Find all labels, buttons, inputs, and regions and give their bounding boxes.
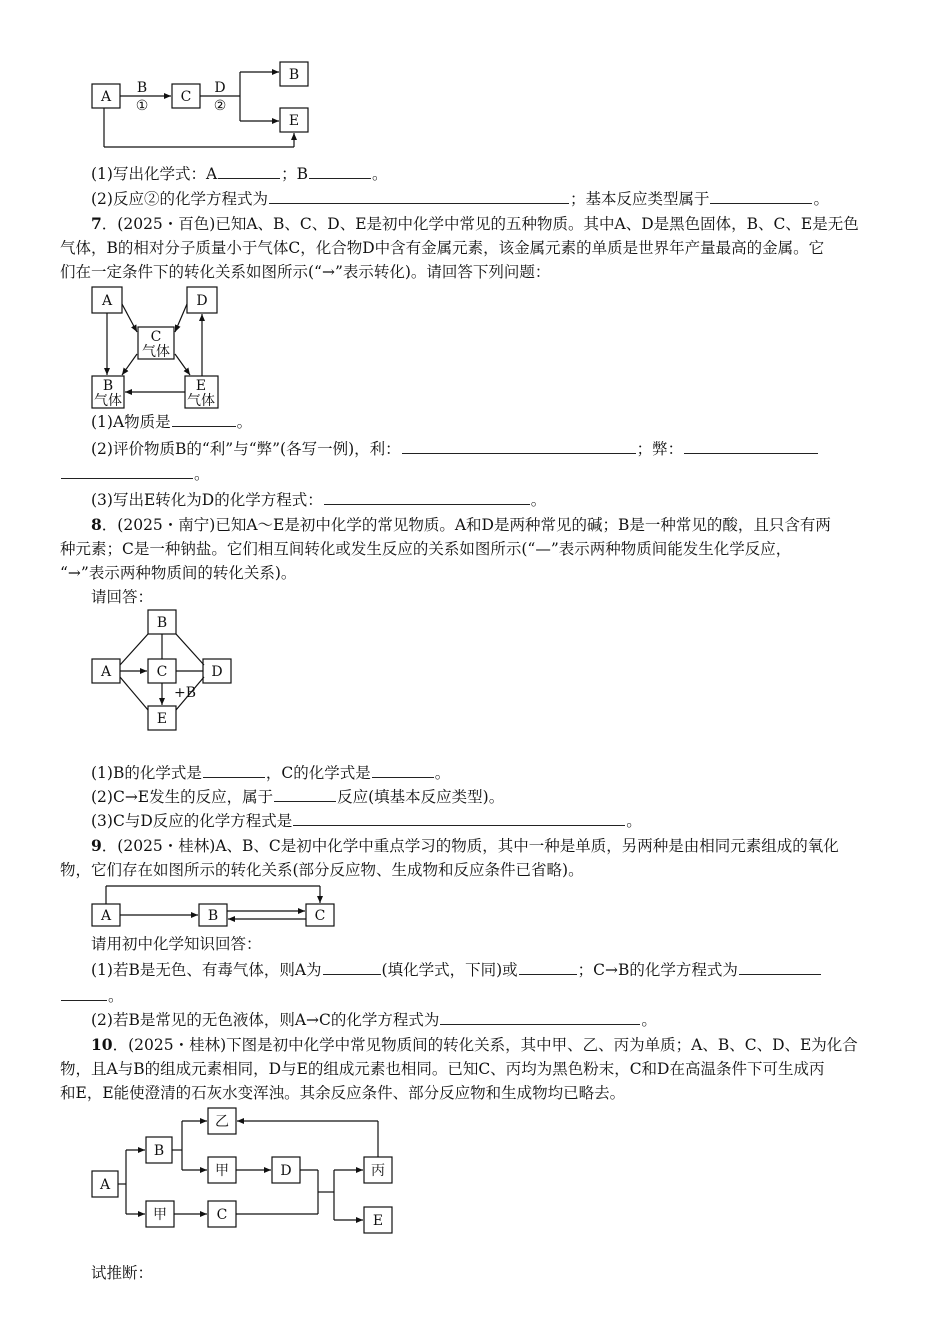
q8-stem-line1 <box>91 514 831 536</box>
q7-node-e-gas: 气体 <box>187 393 215 409</box>
q9-p2-prefix: (2)若B是常见的无色液体，则A→C的化学方程式为 <box>91 1011 440 1029</box>
blank[interactable] <box>293 811 625 826</box>
q10-node-c: C <box>216 1207 228 1223</box>
q7-number: 7 <box>91 214 102 233</box>
q7-stem-line3: 们在一定条件下的转化关系如图所示(“→”表示转化)。请回答下列问题： <box>60 263 551 281</box>
q8-p2-end: 反应(填基本反应类型)。 <box>337 788 505 806</box>
q7-p3-prefix: (3)写出E转化为D的化学方程式： <box>91 491 323 509</box>
q9-p1-end: 。 <box>108 987 124 1005</box>
q6-label-b: B <box>136 80 148 96</box>
q7-p2-mid: ；弊： <box>636 440 684 458</box>
q7-node-b: B <box>102 378 114 394</box>
q9-number: 9 <box>91 836 102 855</box>
blank[interactable] <box>269 189 569 204</box>
q8-node-b: B <box>156 615 168 631</box>
q6-part1 <box>91 163 388 185</box>
q9-stem-line2: 物，它们存在如图所示的转化关系(部分反应物、生成物和反应条件已省略)。 <box>60 861 584 879</box>
blank[interactable] <box>684 439 818 454</box>
q9-p1-prefix: (1)若B是无色、有毒气体，则A为 <box>91 961 322 979</box>
q6-node-b: B <box>288 67 300 83</box>
q7-node-c: C <box>150 329 162 345</box>
q8-part3 <box>91 810 642 832</box>
blank[interactable] <box>274 787 336 802</box>
q8-stem-line4: 请回答： <box>91 588 154 606</box>
blank[interactable] <box>372 763 434 778</box>
q6-p2-end: 。 <box>813 190 829 208</box>
blank[interactable] <box>203 763 265 778</box>
q6-p2-prefix: (2)反应②的化学方程式为 <box>91 190 268 208</box>
q6-p1-end: 。 <box>372 165 388 183</box>
q8-stem-line2: 种元素；C是一种钠盐。它们相互间转化或发生反应的关系如图所示(“—”表示两种物质间能发生化学反应， <box>60 540 792 558</box>
blank[interactable] <box>218 164 280 179</box>
q10-number: 10 <box>91 1035 113 1054</box>
blank[interactable] <box>323 960 381 975</box>
q7-stem-line2: 气体，B的相对分子质量小于气体C，化合物D中含有金属元素，该金属元素的单质是世界年产量最高的金属。它 <box>60 239 825 257</box>
q9-node-b: B <box>207 908 219 924</box>
q6-node-a: A <box>100 89 112 105</box>
q10-node-b: B <box>153 1143 165 1159</box>
q7-p3-end: 。 <box>530 491 547 509</box>
blank[interactable] <box>739 960 821 975</box>
q8-node-a: A <box>100 664 112 680</box>
q6-node-c: C <box>180 89 192 105</box>
q8-stem-line3: “→”表示两种物质间的转化关系)。 <box>60 564 297 582</box>
q10-line1: ．(2025・桂林)下图是初中化学中常见物质间的转化关系，其中甲、乙、丙为单质；A、B、C、D、E为化合 <box>112 1036 858 1054</box>
q7-stem-line1 <box>91 213 859 235</box>
q8-line1: ．(2025・南宁)已知A～E是初中化学的常见物质。A和D是两种常见的碱；B是一种常见的酸，且只含有两 <box>101 516 831 534</box>
q10-node-d: D <box>280 1163 292 1179</box>
q7-node-c-gas: 气体 <box>142 344 170 360</box>
q8-node-d: D <box>211 664 223 680</box>
q8-p1-end: 。 <box>434 764 451 782</box>
q7-node-e: E <box>195 378 207 394</box>
q8-label-plus-b: +B <box>174 685 197 701</box>
q10-stem-line1 <box>91 1034 858 1056</box>
q7-node-a: A <box>101 293 113 309</box>
q9-p1-mid2: ；C→B的化学方程式为 <box>577 961 738 979</box>
q10-node-jia-top: 甲 <box>215 1163 229 1179</box>
q9-p2-end: 。 <box>641 1011 657 1029</box>
q9-part2 <box>91 1009 657 1031</box>
q6-diagram <box>92 62 308 147</box>
q8-p3-end: 。 <box>626 812 642 830</box>
q9-node-a: A <box>100 908 112 924</box>
q8-p3-prefix: (3)C与D反应的化学方程式是 <box>91 812 293 830</box>
blank[interactable] <box>309 164 371 179</box>
q9-part1-cont <box>60 985 124 1007</box>
q8-part1 <box>91 762 450 784</box>
q10-stem-line3: 和E，E能使澄清的石灰水变浑浊。其余反应条件、部分反应物和生成物均已略去。 <box>60 1084 626 1102</box>
q10-stem-line2: 物，且A与B的组成元素相同，D与E的组成元素也相同。已知C、丙均为黑色粉末，C和D在高温条件下可生成丙 <box>60 1060 825 1078</box>
q7-p1-prefix: (1)A物质是 <box>91 413 171 431</box>
q9-node-c: C <box>314 908 326 924</box>
q8-number: 8 <box>91 515 102 534</box>
q7-p2-prefix: (2)评价物质B的“利”与“弊”(各写一例)，利： <box>91 440 401 458</box>
q7-part2 <box>91 438 819 460</box>
blank[interactable] <box>61 464 193 479</box>
q8-node-c: C <box>156 664 168 680</box>
q10-node-bing: 丙 <box>371 1163 385 1179</box>
blank[interactable] <box>519 960 577 975</box>
q7-p2-end: 。 <box>194 465 210 483</box>
q9-p1-mid: (填化学式，下同)或 <box>381 961 518 979</box>
blank[interactable] <box>440 1010 640 1025</box>
q6-part2 <box>91 188 829 210</box>
q8-p1-prefix: (1)B的化学式是 <box>91 764 202 782</box>
q10-node-yi: 乙 <box>215 1114 229 1130</box>
q8-p2-prefix: (2)C→E发生的反应，属于 <box>91 788 274 806</box>
blank[interactable] <box>324 490 530 505</box>
q6-node-e: E <box>288 113 300 129</box>
q8-part2 <box>91 786 504 808</box>
q7-part3 <box>91 489 546 511</box>
q10-node-e: E <box>372 1213 384 1229</box>
q6-p1-mid: ；B <box>281 165 309 183</box>
q7-node-d: D <box>196 293 208 309</box>
q9-line1: ．(2025・桂林)A、B、C是初中化学中重点学习的物质，其中一种是单质，另两种是由相同元素组成的氧化 <box>101 837 839 855</box>
q9-stem-line1 <box>91 835 839 857</box>
q7-part2-cont <box>60 463 210 485</box>
q6-p1-prefix: (1)写出化学式：A <box>91 165 218 183</box>
q6-p2-mid: ；基本反应类型属于 <box>569 190 710 208</box>
q9-stem-line3: 请用初中化学知识回答： <box>91 935 262 953</box>
q10-node-a: A <box>99 1177 111 1193</box>
q7-node-b-gas: 气体 <box>94 393 122 409</box>
blank[interactable] <box>172 412 236 427</box>
blank[interactable] <box>61 986 107 1001</box>
blank[interactable] <box>402 439 636 454</box>
q8-p1-mid: ，C的化学式是 <box>265 764 371 782</box>
blank[interactable] <box>710 189 812 204</box>
q9-part1 <box>91 959 822 981</box>
q7-p1-end: 。 <box>236 413 253 431</box>
q7-line1: ．(2025・百色)已知A、B、C、D、E是初中化学中常见的五种物质。其中A、D是黑色固体，B、C、E是无色 <box>101 215 859 233</box>
q10-stem-line4: 试推断： <box>91 1264 154 1282</box>
q6-label-circ2: ② <box>213 98 227 114</box>
q7-part1 <box>91 411 252 433</box>
q6-label-d: D <box>214 80 226 96</box>
q10-node-jia-bottom: 甲 <box>153 1207 167 1223</box>
q6-label-circ1: ① <box>135 98 149 114</box>
q10-diagram <box>92 1108 392 1233</box>
q8-node-e: E <box>156 711 168 727</box>
